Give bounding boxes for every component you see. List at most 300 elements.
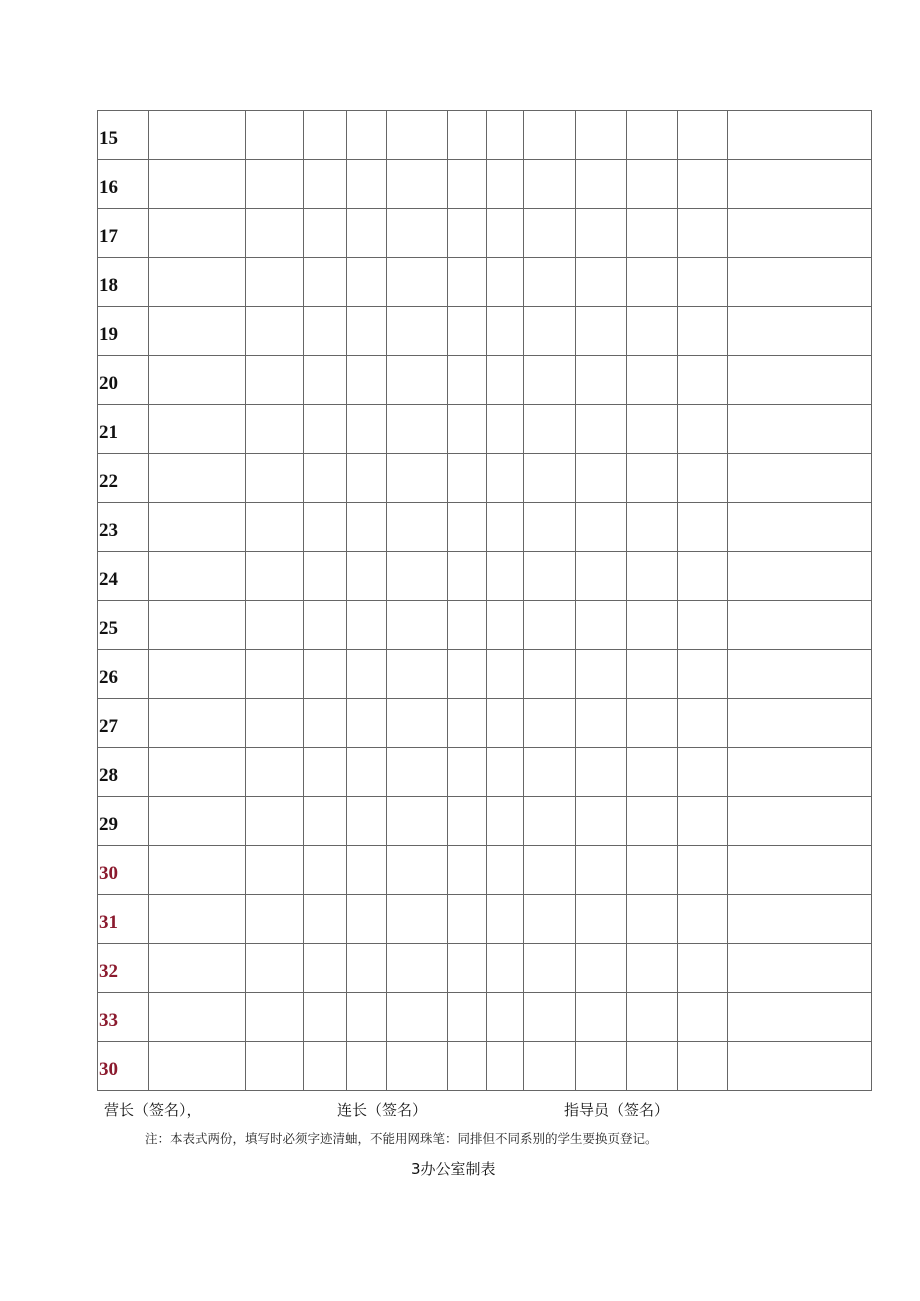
blank-cell[interactable] (678, 944, 728, 993)
blank-cell[interactable] (627, 356, 678, 405)
blank-cell[interactable] (304, 258, 347, 307)
blank-cell[interactable] (728, 1042, 872, 1091)
blank-cell[interactable] (149, 748, 246, 797)
blank-cell[interactable] (149, 405, 246, 454)
blank-cell[interactable] (149, 650, 246, 699)
table-row (98, 405, 872, 454)
blank-cell[interactable] (387, 503, 448, 552)
blank-cell[interactable] (149, 258, 246, 307)
blank-cell[interactable] (387, 405, 448, 454)
blank-cell[interactable] (246, 699, 304, 748)
blank-cell[interactable] (347, 650, 387, 699)
blank-cell[interactable] (627, 1042, 678, 1091)
blank-cell[interactable] (149, 797, 246, 846)
blank-cell[interactable] (678, 454, 728, 503)
blank-cell[interactable] (728, 405, 872, 454)
blank-cell[interactable] (576, 405, 627, 454)
blank-cell[interactable] (347, 944, 387, 993)
blank-cell[interactable] (347, 552, 387, 601)
blank-cell[interactable] (524, 111, 576, 160)
blank-cell[interactable] (487, 944, 524, 993)
row-number: 19 (99, 323, 118, 345)
blank-cell[interactable] (347, 356, 387, 405)
blank-cell[interactable] (728, 356, 872, 405)
blank-cell[interactable] (387, 1042, 448, 1091)
blank-cell[interactable] (627, 552, 678, 601)
row-number-cell (98, 1042, 149, 1091)
blank-cell[interactable] (524, 895, 576, 944)
blank-cell[interactable] (246, 748, 304, 797)
blank-cell[interactable] (524, 160, 576, 209)
blank-cell[interactable] (728, 258, 872, 307)
blank-cell[interactable] (576, 209, 627, 258)
blank-cell[interactable] (678, 356, 728, 405)
blank-cell[interactable] (524, 993, 576, 1042)
blank-cell[interactable] (627, 160, 678, 209)
row-number: 29 (99, 813, 118, 835)
blank-cell[interactable] (448, 209, 487, 258)
blank-cell[interactable] (576, 307, 627, 356)
blank-cell[interactable] (246, 895, 304, 944)
blank-cell[interactable] (448, 993, 487, 1042)
blank-cell[interactable] (576, 454, 627, 503)
blank-cell[interactable] (246, 258, 304, 307)
blank-cell[interactable] (448, 552, 487, 601)
blank-cell[interactable] (576, 797, 627, 846)
blank-cell[interactable] (149, 944, 246, 993)
blank-cell[interactable] (487, 258, 524, 307)
blank-cell[interactable] (387, 111, 448, 160)
blank-cell[interactable] (678, 258, 728, 307)
blank-cell[interactable] (387, 307, 448, 356)
registration-table (97, 110, 872, 1091)
row-number-cell (98, 650, 149, 699)
blank-cell[interactable] (347, 503, 387, 552)
blank-cell[interactable] (304, 993, 347, 1042)
blank-cell[interactable] (487, 650, 524, 699)
blank-cell[interactable] (448, 454, 487, 503)
blank-cell[interactable] (387, 356, 448, 405)
blank-cell[interactable] (487, 307, 524, 356)
row-number: 33 (99, 1009, 118, 1031)
row-number-cell (98, 895, 149, 944)
row-number-cell (98, 748, 149, 797)
row-number: 20 (99, 372, 118, 394)
blank-cell[interactable] (347, 307, 387, 356)
blank-cell[interactable] (576, 552, 627, 601)
row-number: 28 (99, 764, 118, 786)
blank-cell[interactable] (448, 1042, 487, 1091)
blank-cell[interactable] (627, 405, 678, 454)
blank-cell[interactable] (304, 944, 347, 993)
blank-cell[interactable] (149, 307, 246, 356)
blank-cell[interactable] (487, 993, 524, 1042)
blank-cell[interactable] (304, 1042, 347, 1091)
blank-cell[interactable] (627, 846, 678, 895)
row-number-cell (98, 993, 149, 1042)
blank-cell[interactable] (728, 307, 872, 356)
blank-cell[interactable] (576, 748, 627, 797)
blank-cell[interactable] (728, 160, 872, 209)
blank-cell[interactable] (448, 699, 487, 748)
blank-cell[interactable] (149, 356, 246, 405)
blank-cell[interactable] (387, 454, 448, 503)
blank-cell[interactable] (304, 748, 347, 797)
blank-cell[interactable] (304, 503, 347, 552)
blank-cell[interactable] (448, 748, 487, 797)
blank-cell[interactable] (387, 748, 448, 797)
blank-cell[interactable] (678, 552, 728, 601)
row-number: 22 (99, 470, 118, 492)
blank-cell[interactable] (387, 209, 448, 258)
blank-cell[interactable] (246, 846, 304, 895)
table-row (98, 846, 872, 895)
blank-cell[interactable] (347, 454, 387, 503)
blank-cell[interactable] (524, 797, 576, 846)
row-number-cell (98, 160, 149, 209)
blank-cell[interactable] (627, 797, 678, 846)
blank-cell[interactable] (448, 895, 487, 944)
instructor-signature: 指导员（签名） (564, 1101, 670, 1119)
blank-cell[interactable] (347, 993, 387, 1042)
blank-cell[interactable] (304, 405, 347, 454)
blank-cell[interactable] (576, 944, 627, 993)
table-row (98, 503, 872, 552)
blank-cell[interactable] (246, 797, 304, 846)
row-number-cell (98, 356, 149, 405)
blank-cell[interactable] (347, 111, 387, 160)
blank-cell[interactable] (246, 993, 304, 1042)
table-row (98, 356, 872, 405)
blank-cell[interactable] (387, 650, 448, 699)
row-number: 32 (99, 960, 118, 982)
row-number-cell (98, 454, 149, 503)
blank-cell[interactable] (448, 405, 487, 454)
blank-cell[interactable] (487, 503, 524, 552)
row-number: 15 (99, 127, 118, 149)
blank-cell[interactable] (304, 650, 347, 699)
blank-cell[interactable] (149, 454, 246, 503)
blank-cell[interactable] (627, 503, 678, 552)
blank-cell[interactable] (387, 160, 448, 209)
blank-cell[interactable] (576, 846, 627, 895)
blank-cell[interactable] (448, 650, 487, 699)
blank-cell[interactable] (149, 552, 246, 601)
blank-cell[interactable] (487, 209, 524, 258)
blank-cell[interactable] (347, 601, 387, 650)
row-number-cell (98, 797, 149, 846)
blank-cell[interactable] (524, 405, 576, 454)
blank-cell[interactable] (728, 454, 872, 503)
blank-cell[interactable] (246, 356, 304, 405)
blank-cell[interactable] (728, 552, 872, 601)
row-number: 18 (99, 274, 118, 296)
blank-cell[interactable] (246, 160, 304, 209)
blank-cell[interactable] (304, 209, 347, 258)
row-number-cell (98, 944, 149, 993)
blank-cell[interactable] (728, 895, 872, 944)
blank-cell[interactable] (524, 552, 576, 601)
blank-cell[interactable] (304, 797, 347, 846)
blank-cell[interactable] (576, 895, 627, 944)
blank-cell[interactable] (487, 356, 524, 405)
blank-cell[interactable] (524, 258, 576, 307)
table-row (98, 454, 872, 503)
blank-cell[interactable] (627, 748, 678, 797)
blank-cell[interactable] (678, 209, 728, 258)
blank-cell[interactable] (387, 846, 448, 895)
blank-cell[interactable] (728, 748, 872, 797)
blank-cell[interactable] (524, 944, 576, 993)
blank-cell[interactable] (627, 454, 678, 503)
blank-cell[interactable] (487, 1042, 524, 1091)
blank-cell[interactable] (149, 895, 246, 944)
blank-cell[interactable] (304, 601, 347, 650)
blank-cell[interactable] (728, 601, 872, 650)
blank-cell[interactable] (728, 797, 872, 846)
blank-cell[interactable] (524, 846, 576, 895)
blank-cell[interactable] (149, 699, 246, 748)
blank-cell[interactable] (524, 748, 576, 797)
blank-cell[interactable] (149, 209, 246, 258)
row-number: 31 (99, 911, 118, 933)
table-row (98, 748, 872, 797)
blank-cell[interactable] (728, 944, 872, 993)
blank-cell[interactable] (627, 699, 678, 748)
blank-cell[interactable] (448, 356, 487, 405)
blank-cell[interactable] (246, 650, 304, 699)
blank-cell[interactable] (487, 454, 524, 503)
blank-cell[interactable] (304, 699, 347, 748)
blank-cell[interactable] (487, 846, 524, 895)
row-number: 21 (99, 421, 118, 443)
blank-cell[interactable] (347, 699, 387, 748)
row-number: 25 (99, 617, 118, 639)
row-number-cell (98, 552, 149, 601)
row-number: 26 (99, 666, 118, 688)
blank-cell[interactable] (387, 601, 448, 650)
blank-cell[interactable] (304, 552, 347, 601)
table-row (98, 258, 872, 307)
row-number-cell (98, 699, 149, 748)
table-row (98, 944, 872, 993)
blank-cell[interactable] (524, 209, 576, 258)
blank-cell[interactable] (728, 503, 872, 552)
table-row (98, 552, 872, 601)
blank-cell[interactable] (387, 944, 448, 993)
blank-cell[interactable] (576, 160, 627, 209)
blank-cell[interactable] (246, 454, 304, 503)
blank-cell[interactable] (387, 797, 448, 846)
table-row (98, 1042, 872, 1091)
blank-cell[interactable] (149, 1042, 246, 1091)
blank-cell[interactable] (678, 993, 728, 1042)
blank-cell[interactable] (387, 699, 448, 748)
row-number-cell (98, 307, 149, 356)
blank-cell[interactable] (487, 699, 524, 748)
blank-cell[interactable] (524, 454, 576, 503)
blank-cell[interactable] (246, 405, 304, 454)
blank-cell[interactable] (347, 1042, 387, 1091)
blank-cell[interactable] (678, 699, 728, 748)
row-number-cell (98, 601, 149, 650)
blank-cell[interactable] (524, 307, 576, 356)
blank-cell[interactable] (347, 258, 387, 307)
blank-cell[interactable] (387, 258, 448, 307)
blank-cell[interactable] (149, 846, 246, 895)
blank-cell[interactable] (627, 111, 678, 160)
table-row (98, 160, 872, 209)
blank-cell[interactable] (149, 111, 246, 160)
blank-cell[interactable] (728, 699, 872, 748)
blank-cell[interactable] (678, 601, 728, 650)
form-note: 注：本表式两份，填写时必须字迹清蚰，不能用网珠笔：同排但不同系别的学生要换页登记。 (145, 1131, 658, 1146)
blank-cell[interactable] (678, 797, 728, 846)
blank-cell[interactable] (524, 503, 576, 552)
blank-cell[interactable] (524, 356, 576, 405)
blank-cell[interactable] (524, 699, 576, 748)
blank-cell[interactable] (387, 552, 448, 601)
blank-cell[interactable] (448, 601, 487, 650)
blank-cell[interactable] (678, 650, 728, 699)
blank-cell[interactable] (728, 993, 872, 1042)
blank-cell[interactable] (487, 601, 524, 650)
table-row (98, 895, 872, 944)
blank-cell[interactable] (448, 797, 487, 846)
blank-cell[interactable] (304, 895, 347, 944)
blank-cell[interactable] (678, 111, 728, 160)
blank-cell[interactable] (487, 748, 524, 797)
row-number-cell (98, 209, 149, 258)
blank-cell[interactable] (678, 846, 728, 895)
blank-cell[interactable] (678, 503, 728, 552)
blank-cell[interactable] (149, 601, 246, 650)
blank-cell[interactable] (347, 209, 387, 258)
blank-cell[interactable] (627, 944, 678, 993)
signature-line (0, 1099, 920, 1123)
blank-cell[interactable] (246, 209, 304, 258)
blank-cell[interactable] (487, 797, 524, 846)
table-row (98, 650, 872, 699)
blank-cell[interactable] (576, 601, 627, 650)
blank-cell[interactable] (487, 160, 524, 209)
row-number: 30 (99, 1058, 118, 1080)
blank-cell[interactable] (576, 258, 627, 307)
blank-cell[interactable] (246, 503, 304, 552)
row-number-cell (98, 111, 149, 160)
blank-cell[interactable] (627, 209, 678, 258)
row-number: 16 (99, 176, 118, 198)
blank-cell[interactable] (347, 748, 387, 797)
blank-cell[interactable] (728, 650, 872, 699)
blank-cell[interactable] (678, 405, 728, 454)
blank-cell[interactable] (246, 944, 304, 993)
blank-cell[interactable] (576, 356, 627, 405)
blank-cell[interactable] (347, 895, 387, 944)
blank-cell[interactable] (627, 307, 678, 356)
blank-cell[interactable] (627, 650, 678, 699)
blank-cell[interactable] (448, 258, 487, 307)
company-commander-signature: 连长（签名） (337, 1101, 428, 1119)
blank-cell[interactable] (576, 1042, 627, 1091)
blank-cell[interactable] (387, 993, 448, 1042)
blank-cell[interactable] (347, 160, 387, 209)
table-row (98, 797, 872, 846)
blank-cell[interactable] (627, 895, 678, 944)
table-row (98, 993, 872, 1042)
blank-cell[interactable] (678, 160, 728, 209)
blank-cell[interactable] (627, 258, 678, 307)
table-row (98, 601, 872, 650)
blank-cell[interactable] (448, 944, 487, 993)
blank-cell[interactable] (304, 160, 347, 209)
blank-cell[interactable] (487, 111, 524, 160)
blank-cell[interactable] (387, 895, 448, 944)
blank-cell[interactable] (246, 111, 304, 160)
blank-cell[interactable] (576, 699, 627, 748)
blank-cell[interactable] (524, 1042, 576, 1091)
blank-cell[interactable] (448, 160, 487, 209)
blank-cell[interactable] (304, 454, 347, 503)
blank-cell[interactable] (347, 797, 387, 846)
blank-cell[interactable] (149, 993, 246, 1042)
blank-cell[interactable] (524, 650, 576, 699)
table-row (98, 209, 872, 258)
blank-cell[interactable] (576, 111, 627, 160)
blank-cell[interactable] (728, 209, 872, 258)
row-number-cell (98, 258, 149, 307)
blank-cell[interactable] (347, 405, 387, 454)
row-number: 30 (99, 862, 118, 884)
blank-cell[interactable] (448, 503, 487, 552)
table-row (98, 699, 872, 748)
blank-cell[interactable] (246, 552, 304, 601)
blank-cell[interactable] (678, 307, 728, 356)
blank-cell[interactable] (304, 111, 347, 160)
blank-cell[interactable] (304, 356, 347, 405)
blank-cell[interactable] (347, 846, 387, 895)
blank-cell[interactable] (149, 160, 246, 209)
blank-cell[interactable] (246, 307, 304, 356)
blank-cell[interactable] (576, 993, 627, 1042)
blank-cell[interactable] (627, 993, 678, 1042)
registration-grid (97, 110, 872, 1091)
blank-cell[interactable] (524, 601, 576, 650)
blank-cell[interactable] (487, 895, 524, 944)
row-number: 17 (99, 225, 118, 247)
blank-cell[interactable] (448, 111, 487, 160)
blank-cell[interactable] (627, 601, 678, 650)
blank-cell[interactable] (246, 1042, 304, 1091)
blank-cell[interactable] (576, 650, 627, 699)
blank-cell[interactable] (246, 601, 304, 650)
blank-cell[interactable] (728, 846, 872, 895)
blank-cell[interactable] (487, 552, 524, 601)
blank-cell[interactable] (678, 1042, 728, 1091)
blank-cell[interactable] (576, 503, 627, 552)
blank-cell[interactable] (678, 895, 728, 944)
row-number: 23 (99, 519, 118, 541)
row-number: 27 (99, 715, 118, 737)
blank-cell[interactable] (487, 405, 524, 454)
blank-cell[interactable] (448, 846, 487, 895)
blank-cell[interactable] (678, 748, 728, 797)
blank-cell[interactable] (149, 503, 246, 552)
blank-cell[interactable] (304, 307, 347, 356)
blank-cell[interactable] (728, 111, 872, 160)
blank-cell[interactable] (304, 846, 347, 895)
blank-cell[interactable] (448, 307, 487, 356)
